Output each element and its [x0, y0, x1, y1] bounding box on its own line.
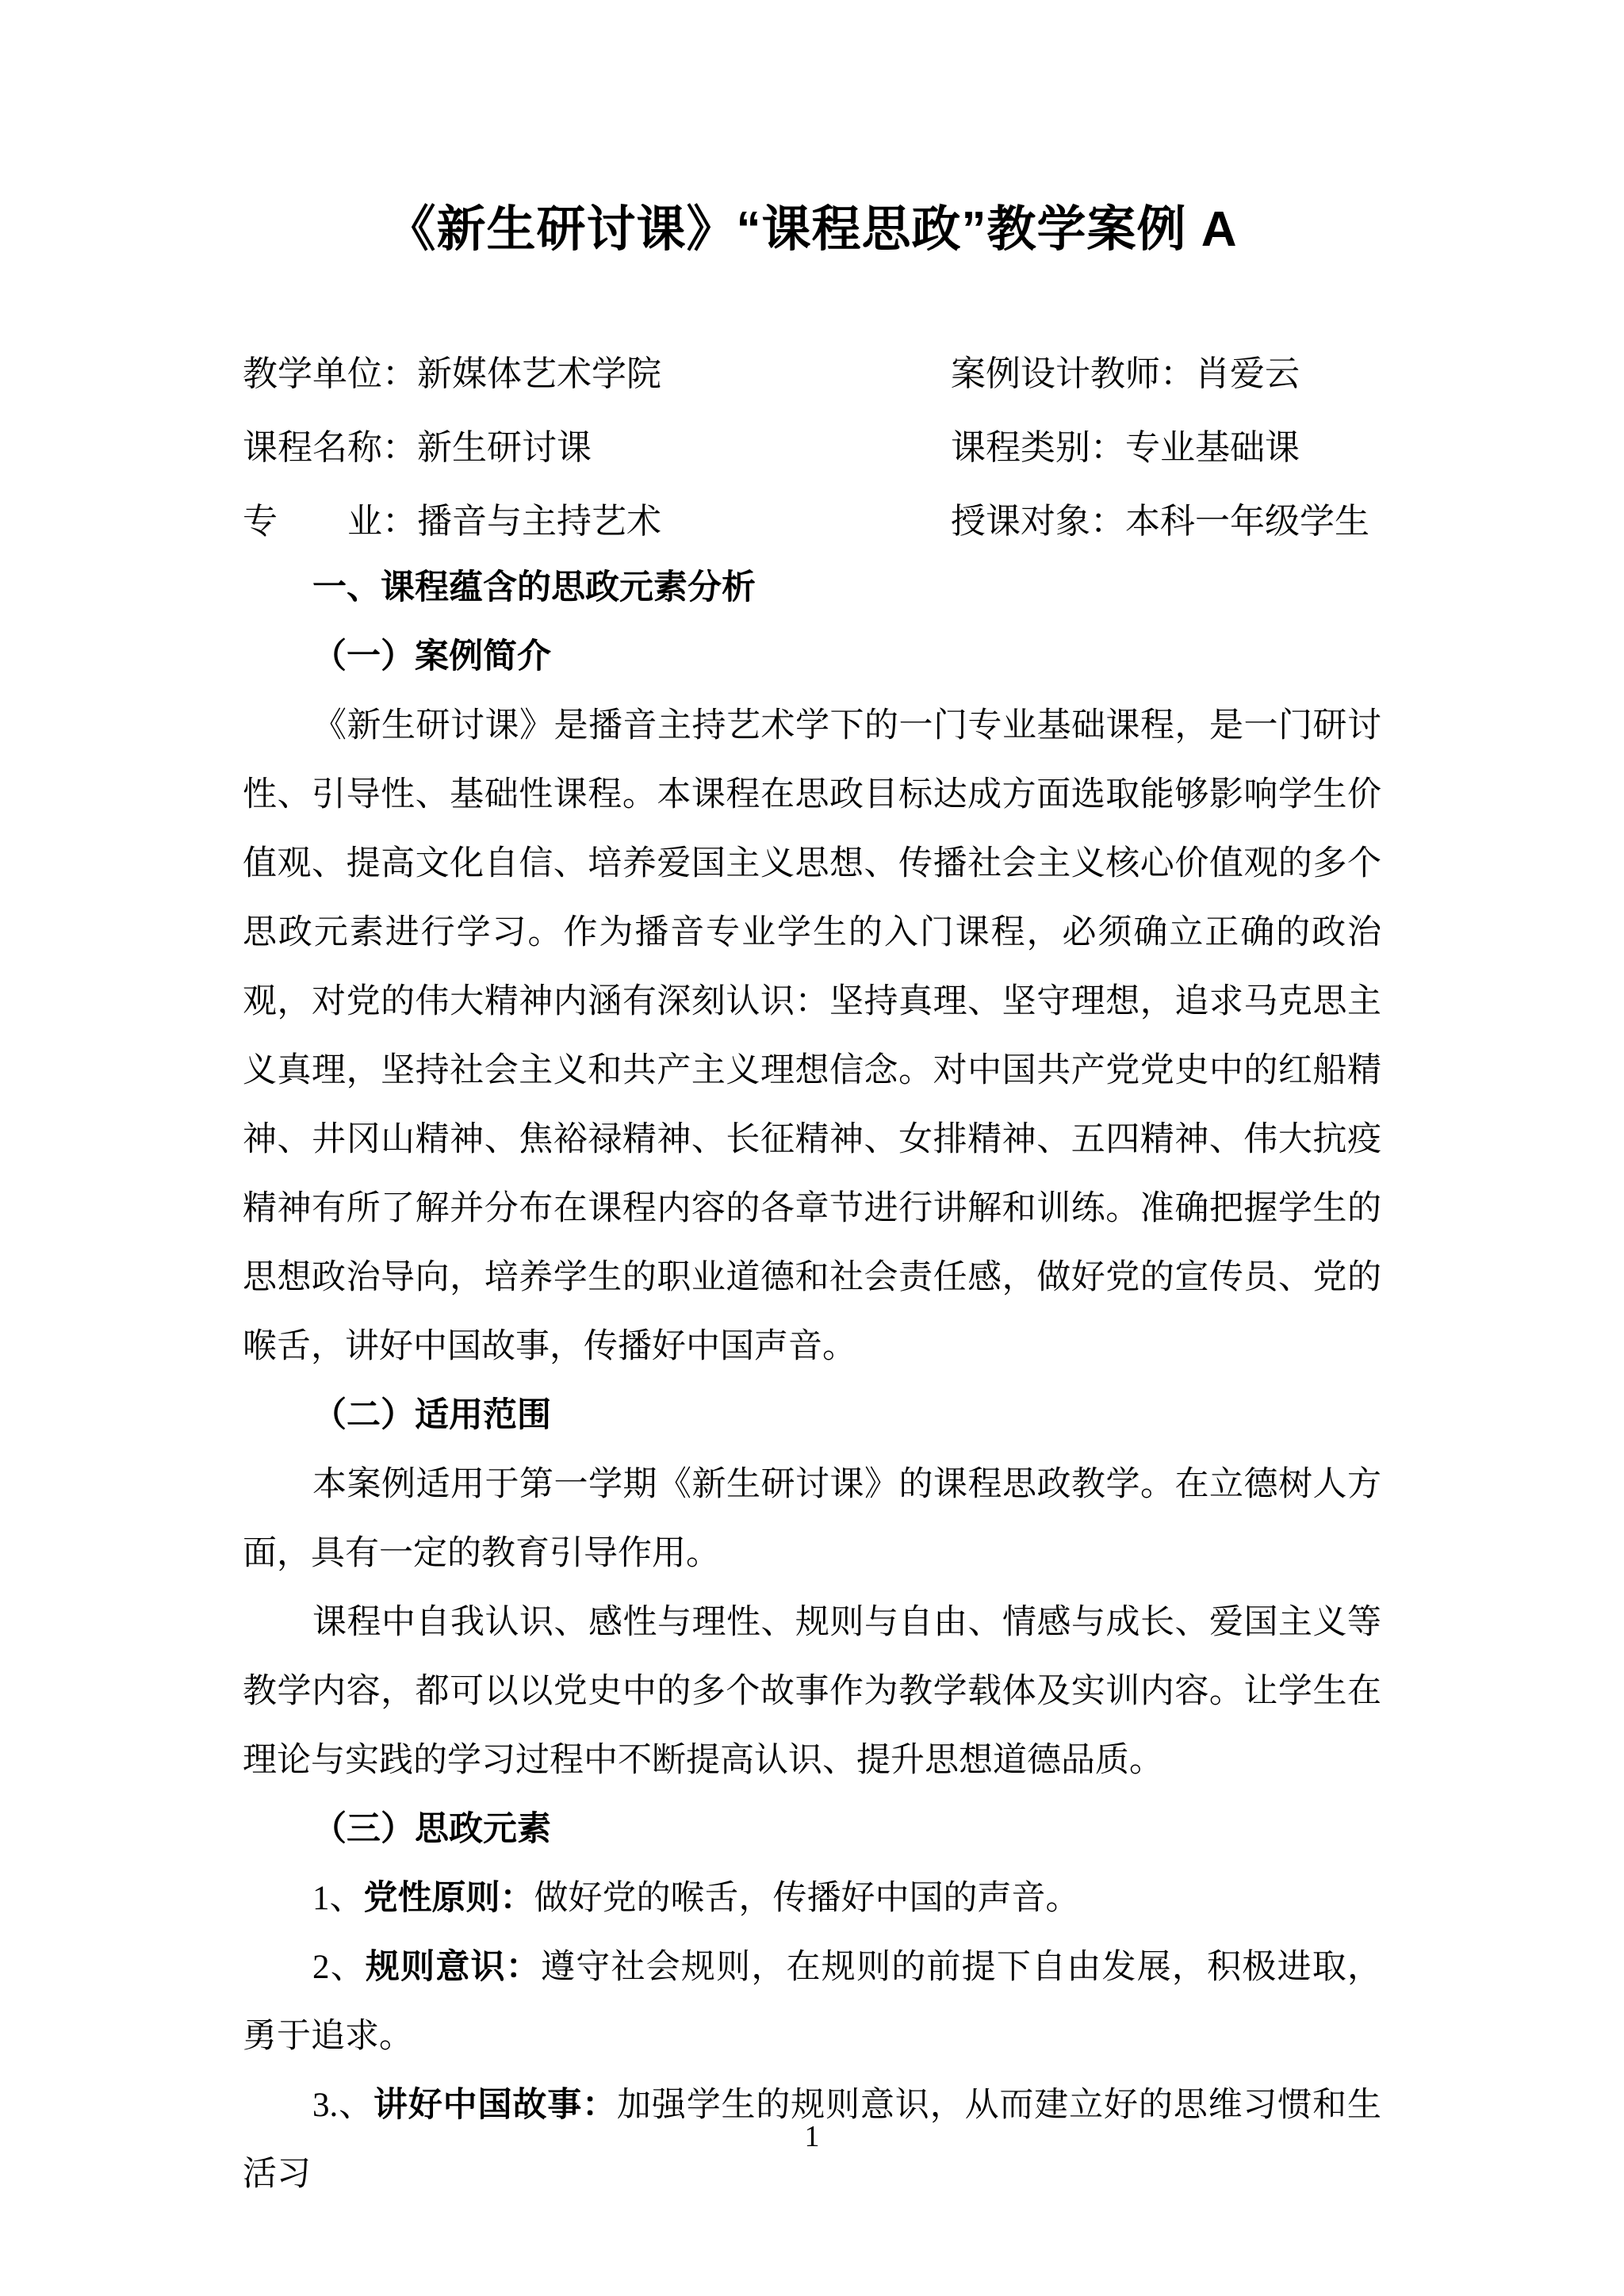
document-title: 《新生研讨课》“课程思政”教学案例 A [386, 202, 1238, 257]
list-item-lead: 党性原则： [363, 1880, 534, 1917]
page-number: 1 [804, 2120, 820, 2153]
subsection-heading-elements: （三）思政元素 [312, 1811, 551, 1848]
meta-course-name: 课程名称：新生研讨课 [243, 428, 592, 467]
subsection-heading-scope: （二）适用范围 [312, 1397, 551, 1434]
document-body [243, 553, 1381, 2209]
meta-course-category: 课程类别：专业基础课 [951, 428, 1300, 467]
list-item-text: 加强学生的规则意识，从而建立好的思维习惯和生活习 [243, 2087, 1382, 2193]
list-item-number: 2、 [312, 1949, 366, 1986]
meta-row [243, 354, 1381, 427]
list-item-number: 3.、 [312, 2087, 373, 2124]
list-item-rule-awareness [243, 1933, 1381, 2071]
subsection-heading-case-intro: （一）案例简介 [312, 638, 551, 675]
paragraph-scope-1: 本案例适用于第一学期《新生研讨课》的课程思政教学。在立德树人方面，具有一定的教育引导作用。 [243, 1466, 1381, 1572]
section-heading-1: 一、课程蕴含的思政元素分析 [312, 569, 756, 607]
meta-target-students: 授课对象：本科一年级学生 [951, 502, 1369, 541]
meta-case-designer: 案例设计教师：肖爱云 [951, 354, 1300, 393]
meta-row [243, 427, 1381, 501]
list-item-party-principle [243, 1864, 1381, 1933]
list-item-lead: 讲好中国故事： [373, 2087, 617, 2124]
meta-teaching-unit: 教学单位：新媒体艺术学院 [243, 354, 661, 393]
list-item-lead: 规则意识： [365, 1949, 542, 1986]
paragraph-scope-2: 课程中自我认识、感性与理性、规则与自由、情感与成长、爱国主义等教学内容，都可以以党史中的多个故事作为教学载体及实训内容。让学生在理论与实践的学习过程中不断提高认识、提升思想道德品质。 [243, 1604, 1381, 1779]
list-item-text: 遵守社会规则，在规则的前提下自由发展，积极进取，勇于追求。 [243, 1949, 1382, 2055]
paragraph-case-intro: 《新生研讨课》是播音主持艺术学下的一门专业基础课程，是一门研讨性、引导性、基础性课程。本课程在思政目标达成方面选取能够影响学生价值观、提高文化自信、培养爱国主义思想、传播社会主义核心价值观的多个思政元素进行学习。作为播音专业学生的入门课程，必须确立正确的政治观，对党的伟大精神内涵有深刻认识：坚持真理、坚守理想，追求马克思主义真理，坚持社会主义和共产主义理想信念。对中国共产党党史中的红船精神、井冈山精神、焦裕禄精神、长征精神、女排精神、五四精神、伟大抗疫精神有所了解并分布在课程内容的各章节进行讲解和训练。准确把握学生的思想政治导向，培养学生的职业道德和社会责任感，做好党的宣传员、党的喉舌，讲好中国故事，传播好中国声音。 [243, 707, 1381, 1365]
list-item-number: 1、 [312, 1880, 364, 1917]
course-meta-block [243, 354, 1381, 575]
meta-major: 专 业：播音与主持艺术 [243, 502, 661, 541]
list-item-text: 做好党的喉舌，传播好中国的声音。 [534, 1880, 1080, 1917]
